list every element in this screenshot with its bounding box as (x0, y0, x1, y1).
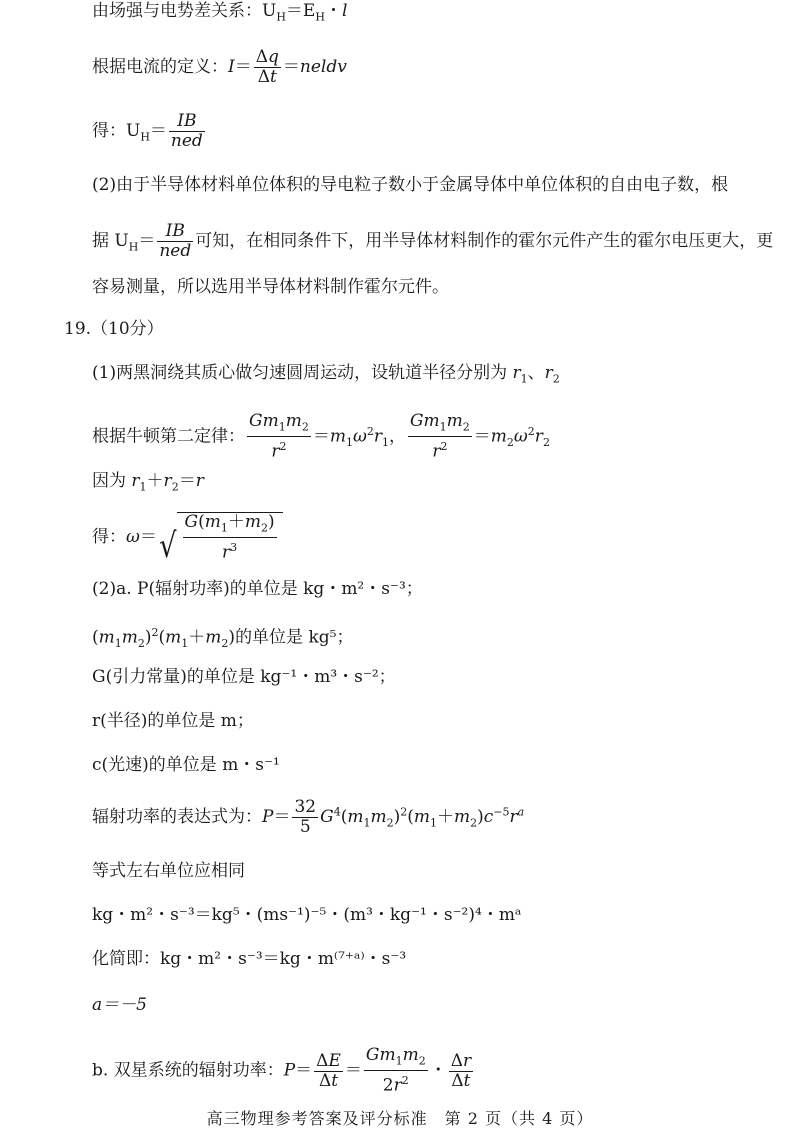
line-unit-power: (2)a. P(辐射功率)的单位是 kg・m²・s⁻³； (92, 579, 423, 599)
line-units-equal: 等式左右单位应相同 (92, 861, 245, 881)
line-easy-measure: 容易测量，所以选用半导体材料制作霍尔元件。 (92, 277, 449, 297)
line-simplify: 化简即：kg・m²・s⁻³＝kg・m⁽⁷⁺ᵃ⁾・s⁻³ (92, 949, 407, 969)
line-unit-radius: r(半径)的单位是 m； (92, 711, 254, 731)
line-power-expression: 辐射功率的表达式为：P＝ $\frac{32}{5}$ $G^4(m_1m_2)^2(m_1+m_2)c^{-5}r^a$ (92, 797, 525, 837)
fraction: $\frac{IB}{\text{ned}}$ (159, 221, 192, 261)
fraction: $\frac{\Delta E}{\Delta t}$ (316, 1050, 341, 1091)
line-newton-second-law: 根据牛顿第二定律： $\frac{Gm_1m_2}{r^2}$ $=m_1\omega^2r_1$， $\frac{Gm_1m_2}{r^2}$ $=m_2\omega^2r_2$ (92, 411, 550, 463)
square-root: √ $\frac{G(m_1+m_2)}{r^3}$ (157, 512, 283, 563)
line-unit-mass-term: $(m_1m_2)^2(m_1+m_2)$的单位是 kg⁵； (92, 626, 354, 651)
line-semiconductor-reason: (2)由于半导体材料单位体积的导电粒子数小于金属导体中单位体积的自由电子数，根 (92, 175, 729, 195)
line-voltage-relation: 由场强与电势差关系：$U_H=E_H$・l (92, 1, 348, 24)
line-unit-equation: kg・m²・s⁻³＝kg⁵・(ms⁻¹)⁻⁵・(m³・kg⁻¹・s⁻²)⁴・mᵃ (92, 905, 522, 925)
line-binary-power: b. 双星系统的辐射功率：P＝ $\frac{\Delta E}{\Delta t}$ ＝ $\frac{Gm_1m_2}{2r^2}$ ・ $\frac{\Delta r}{\Delta t}$ (92, 1045, 472, 1097)
line-unit-g: G(引力常量)的单位是 kg⁻¹・m³・s⁻²； (92, 667, 396, 687)
fraction: $\frac{IB}{\text{ned}}$ (170, 111, 203, 151)
line-a-value: a＝－5 (92, 995, 147, 1015)
line-current-definition: 根据电流的定义：I＝ $\frac{\Delta q}{\Delta t}$ ＝neldv (92, 47, 347, 87)
fraction: $\frac{32}{5}$ (294, 797, 317, 837)
fraction: $\frac{Gm_1m_2}{r^2}$ (409, 411, 470, 463)
line-orbit-radius: (1)两黑洞绕其质心做匀速圆周运动，设轨道半径分别为 $r_1$、$r_2$ (92, 363, 560, 386)
fraction: $\frac{Gm_1m_2}{2r^2}$ (365, 1045, 426, 1097)
line-omega-result: 得：ω＝ √ $\frac{G(m_1+m_2)}{r^3}$ (92, 512, 283, 563)
line-unit-light-speed: c(光速)的单位是 m・s⁻¹ (92, 755, 280, 775)
fraction: $\frac{\Delta q}{\Delta t}$ (255, 47, 279, 87)
fraction: $\frac{Gm_1m_2}{r^2}$ (249, 411, 309, 463)
line-hall-voltage: 得：$U_H=$ $\frac{IB}{\text{ned}}$ (92, 111, 203, 151)
page-footer: 高三物理参考答案及评分标准 第 2 页（共 4 页） (206, 1109, 594, 1128)
line-hall-formula-conclusion: 据 $U_H=$ $\frac{IB}{\text{ned}}$ 可知，在相同条件下，用半导体材料制作的霍尔元件产生的霍尔电压更大，更 (92, 221, 774, 261)
fraction: $\frac{\Delta r}{\Delta t}$ (450, 1050, 472, 1091)
line-radius-sum: 因为 $r_1+r_2=r$ (92, 471, 204, 494)
question-19-heading: 19.（10分） (64, 319, 164, 339)
